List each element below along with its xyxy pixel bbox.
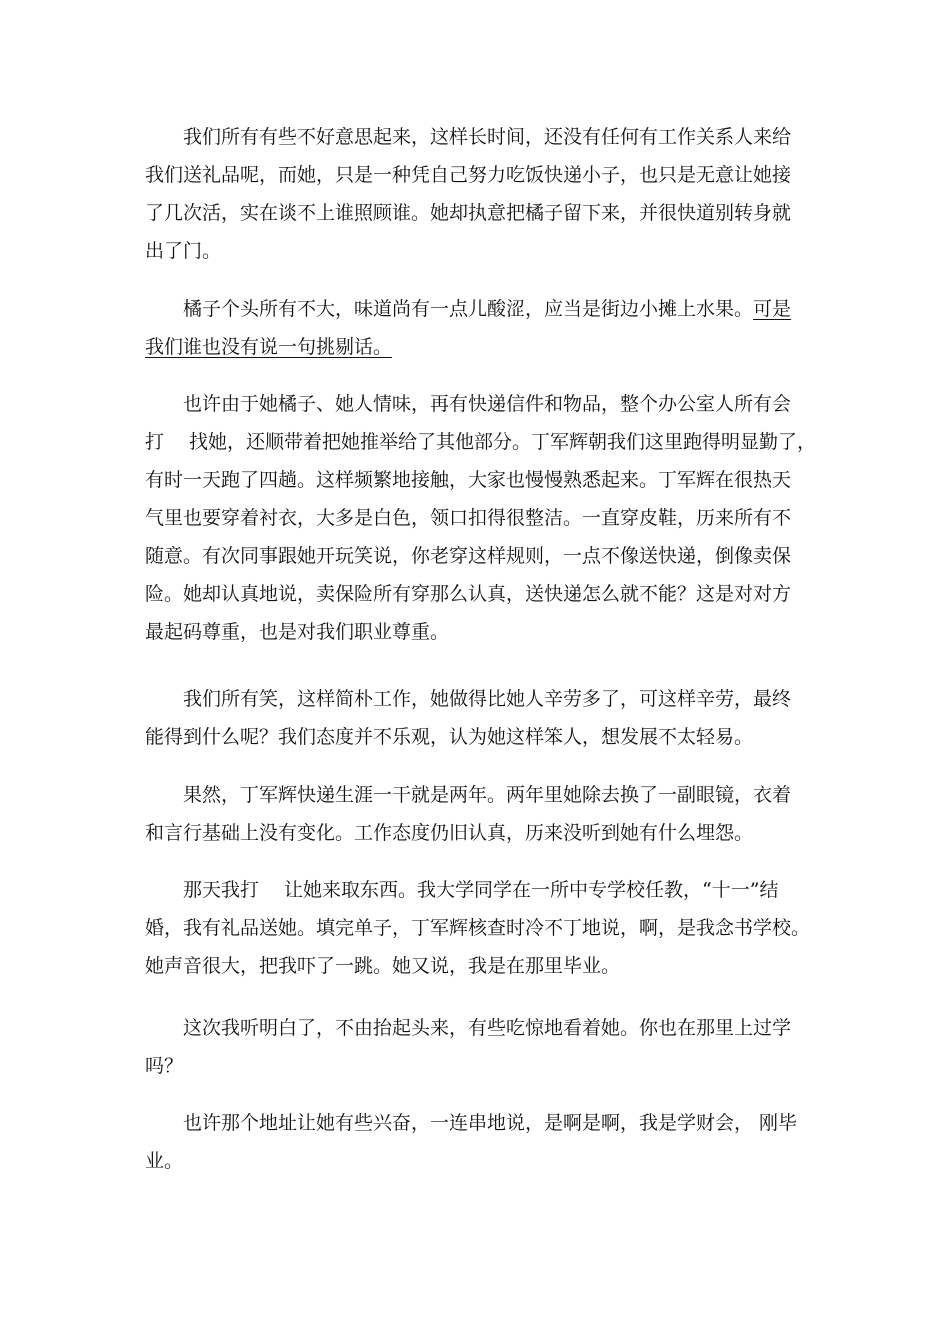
text-line: 我们所有有些不好意思起来，这样长时间，还没有任何有工作关系人来给 (183, 126, 792, 148)
text-line: 果然，丁军辉快递生涯一干就是两年。两年里她除去换了一副眼镜，衣着 (183, 784, 792, 806)
text-line: 这次我听明白了，不由抬起头来，有些吃惊地看着她。你也在那里上过学 (183, 1017, 792, 1039)
paragraph-2 (145, 290, 807, 366)
text-line: 我们送礼品呢，而她，只是一种凭自己努力吃饭快递小子，也只是无意让她接 (145, 164, 792, 186)
text-line: 出了门。 (145, 240, 222, 262)
text-line: 险。她却认真地说，卖保险所有穿那么认真，送快递怎么就不能？这是对对方 (145, 583, 792, 605)
text-line: 我们所有笑，这样简朴工作，她做得比她人辛劳多了，可这样辛劳，最终 (183, 688, 792, 710)
paragraph-5 (145, 776, 807, 852)
text-line: 她声音很大，把我吓了一跳。她又说，我是在那里毕业。 (145, 955, 621, 977)
text-line: 业。 (145, 1150, 184, 1172)
underlined-text: 我们谁也没有说一句挑剔话。 (145, 336, 393, 358)
text-line: 也许由于她橘子、她人情味，再有快递信件和物品，整个办公室人所有会 (183, 393, 792, 415)
paragraph-8 (145, 1104, 807, 1180)
text-line: 随意。有次同事跟她开玩笑说，你老穿这样规则，一点不像送快递，倒像卖保 (145, 545, 792, 567)
text-line: 了几次活，实在谈不上谁照顾谁。她却执意把橘子留下来，并很快道别转身就 (145, 202, 792, 224)
paragraph-7 (145, 1009, 807, 1085)
text-line (145, 328, 807, 366)
text-line: 最起码尊重，也是对我们职业尊重。 (145, 621, 450, 643)
text-line: 那天我打 让她来取东西。我大学同学在一所中专学校任教，“十一”结 (183, 879, 779, 901)
paragraph-3 (145, 385, 817, 651)
paragraph-1 (145, 118, 807, 270)
underlined-text: 可是 (753, 298, 792, 320)
text-line: 和言行基础上没有变化。工作态度仍旧认真，历来没听到她有什么埋怨。 (145, 822, 754, 844)
plain-text: 橘子个头所有不大，味道尚有一点儿酸涩，应当是街边小摊上水果。 (183, 298, 754, 320)
text-line: 吗？ (145, 1055, 184, 1077)
text-line: 打 找她，还顺带着把她推举给了其他部分。丁军辉朝我们这里跑得明显勤了， (145, 431, 817, 453)
paragraph-6 (145, 871, 811, 985)
text-line: 也许那个地址让她有些兴奋，一连串地说，是啊是啊，我是学财会， 刚毕 (183, 1112, 798, 1134)
text-line: 能得到什么呢？我们态度并不乐观，认为她这样笨人，想发展不太轻易。 (145, 726, 754, 748)
text-line: 婚，我有礼品送她。填完单子，丁军辉核查时冷不丁地说，啊，是我念书学校。 (145, 917, 811, 939)
text-line (145, 290, 807, 328)
text-line: 有时一天跑了四趟。这样频繁地接触，大家也慢慢熟悉起来。丁军辉在很热天 (145, 469, 792, 491)
text-line: 气里也要穿着衬衣，大多是白色，领口扣得很整洁。一直穿皮鞋，历来所有不 (145, 507, 792, 529)
paragraph-4 (145, 680, 807, 756)
